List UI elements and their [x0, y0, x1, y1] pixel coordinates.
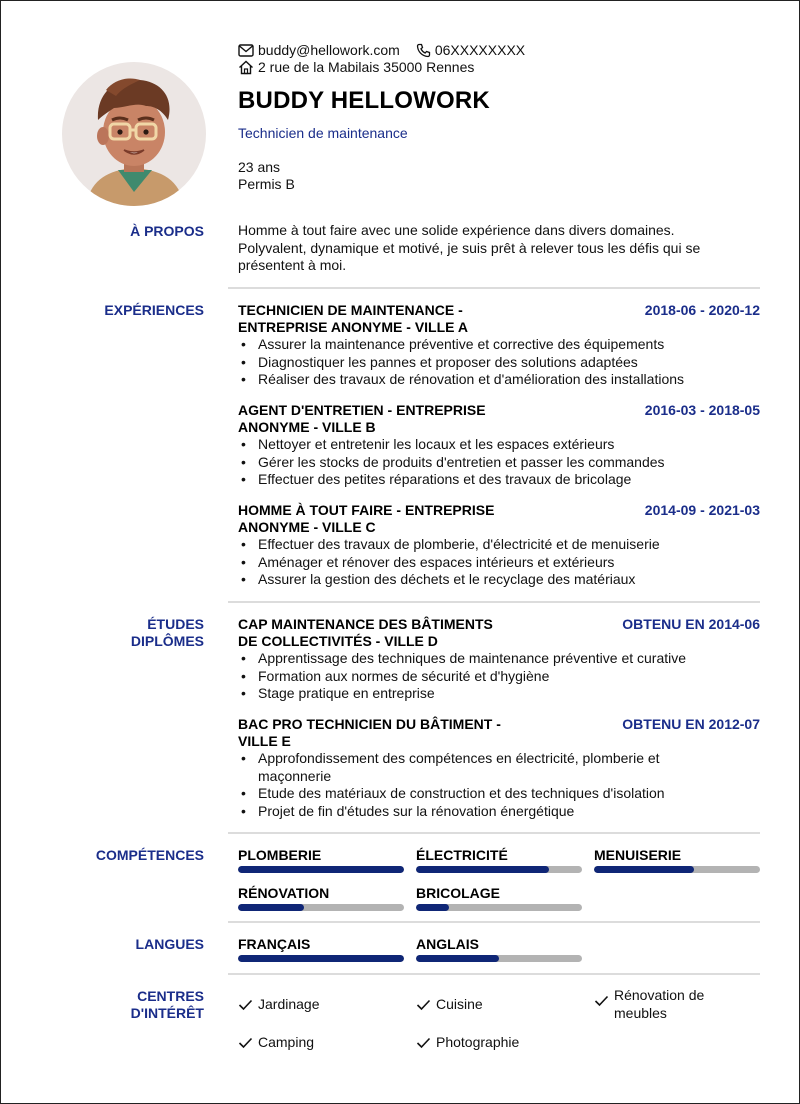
- education-details: [238, 750, 708, 820]
- skill-bar: [238, 866, 404, 873]
- email-contact[interactable]: [238, 42, 400, 59]
- task-item: • Aménager et rénover des espaces intérieurs et extérieurs: [238, 554, 708, 572]
- education-label: [131, 616, 204, 650]
- skill-bar: [416, 904, 582, 911]
- education-label-line: ÉTUDES: [147, 616, 204, 632]
- interest-label: Cuisine: [436, 996, 483, 1012]
- skill-item: [416, 847, 582, 873]
- language-bar: [416, 955, 582, 962]
- education-label-line: DIPLÔMES: [130, 633, 204, 649]
- experience-tasks: [238, 336, 708, 389]
- email-text: buddy@hellowork.com: [258, 42, 400, 58]
- skill-bar: [416, 866, 582, 873]
- home-icon: [238, 60, 254, 75]
- about-text: Homme à tout faire avec une solide expérience dans divers domaines. Polyvalent, dynamique et motivé, je suis prêt à relever tous les défis qui se présentent à moi.: [238, 222, 701, 273]
- skill-bar-fill: [416, 904, 449, 911]
- divider: [228, 287, 760, 289]
- driving-license: Permis B: [238, 176, 295, 192]
- experience-tasks: [238, 536, 708, 589]
- interest-label: Rénovation de meubles: [614, 987, 705, 1021]
- education-date: OBTENU EN 2012-07: [622, 716, 760, 732]
- skill-name: ÉLECTRICITÉ: [416, 847, 508, 863]
- check-icon: [416, 999, 431, 1011]
- task-item: • Réaliser des travaux de rénovation et d'amélioration des installations: [238, 371, 708, 389]
- check-icon: [238, 999, 253, 1011]
- interest-item: [416, 996, 576, 1014]
- experience-date: 2018-06 - 2020-12: [644, 302, 760, 318]
- interests-label-line: D'INTÉRÊT: [130, 1005, 204, 1021]
- interests-label: [131, 988, 204, 1022]
- experience-title: AGENT D'ENTRETIEN - ENTREPRISE ANONYME - VILLE B: [238, 402, 486, 435]
- education-details: [238, 650, 708, 703]
- interest-label: Camping: [258, 1034, 315, 1050]
- task-item: • Effectuer des petites réparations et des travaux de bricolage: [238, 471, 708, 489]
- task-item: • Assurer la gestion des déchets et le recyclage des matériaux: [238, 571, 708, 589]
- detail-item: • Apprentissage des techniques de maintenance préventive et curative: [238, 650, 708, 668]
- detail-item: • Projet de fin d'études sur la rénovation énergétique: [238, 803, 708, 821]
- language-bar: [238, 955, 404, 962]
- languages-label: LANGUES: [135, 936, 204, 952]
- phone-icon: [416, 43, 431, 58]
- skill-name: RÉNOVATION: [238, 885, 330, 901]
- check-icon: [594, 995, 609, 1007]
- experience-date: 2016-03 - 2018-05: [644, 402, 760, 418]
- profile-photo: [62, 62, 206, 206]
- skill-name: MENUISERIE: [594, 847, 682, 863]
- detail-item: • Approfondissement des compétences en électricité, plomberie et maçonnerie: [238, 750, 708, 785]
- divider: [228, 601, 760, 603]
- skill-bar: [594, 866, 760, 873]
- phone-contact[interactable]: [416, 42, 525, 59]
- education-date: OBTENU EN 2014-06: [622, 616, 760, 632]
- skill-name: BRICOLAGE: [416, 885, 500, 901]
- education-title: BAC PRO TECHNICIEN DU BÂTIMENT - VILLE E: [238, 716, 501, 749]
- experience-label: EXPÉRIENCES: [104, 302, 204, 318]
- age: 23 ans: [238, 159, 281, 175]
- skill-name: PLOMBERIE: [238, 847, 322, 863]
- interests-label-line: CENTRES: [137, 988, 204, 1004]
- divider: [228, 973, 760, 975]
- detail-item: • Etude des matériaux de construction et des techniques d'isolation: [238, 785, 708, 803]
- address-contact: [238, 59, 474, 76]
- skill-bar-fill: [416, 866, 549, 873]
- language-bar-fill: [238, 955, 404, 962]
- detail-item: • Stage pratique en entreprise: [238, 685, 708, 703]
- detail-item: • Formation aux normes de sécurité et d'hygiène: [238, 668, 708, 686]
- candidate-name: BUDDY HELLOWORK: [238, 87, 490, 114]
- interest-item: [594, 987, 734, 1022]
- skill-item: [238, 885, 404, 911]
- experience-date: 2014-09 - 2021-03: [644, 502, 760, 518]
- language-item: [416, 936, 582, 962]
- task-item: • Diagnostiquer les pannes et proposer des solutions adaptées: [238, 354, 708, 372]
- language-bar-fill: [416, 955, 499, 962]
- interest-label: Jardinage: [258, 996, 320, 1012]
- skill-item: [238, 847, 404, 873]
- interest-item: [238, 996, 398, 1014]
- task-item: • Effectuer des travaux de plomberie, d'électricité et de menuiserie: [238, 536, 708, 554]
- language-name: FRANÇAIS: [238, 936, 311, 952]
- skill-bar: [238, 904, 404, 911]
- experience-title: HOMME À TOUT FAIRE - ENTREPRISE ANONYME - VILLE C: [238, 502, 495, 535]
- skill-item: [416, 885, 582, 911]
- skills-label: COMPÉTENCES: [95, 847, 204, 863]
- education-title: CAP MAINTENANCE DES BÂTIMENTS DE COLLECTIVITÉS - VILLE D: [238, 616, 493, 649]
- mail-icon: [238, 44, 254, 57]
- task-item: • Assurer la maintenance préventive et corrective des équipements: [238, 336, 708, 354]
- skill-bar-fill: [594, 866, 694, 873]
- skill-bar-fill: [238, 866, 404, 873]
- task-item: • Gérer les stocks de produits d'entretien et passer les commandes: [238, 454, 708, 472]
- check-icon: [416, 1037, 431, 1049]
- address-text: 2 rue de la Mabilais 35000 Rennes: [258, 59, 475, 75]
- language-name: ANGLAIS: [416, 936, 479, 952]
- check-icon: [238, 1037, 253, 1049]
- experience-tasks: [238, 436, 708, 489]
- experience-title: TECHNICIEN DE MAINTENANCE - ENTREPRISE ANONYME - VILLE A: [238, 302, 468, 335]
- interest-item: [416, 1034, 576, 1052]
- interest-item: [238, 1034, 398, 1052]
- phone-text: 06XXXXXXXX: [434, 42, 526, 58]
- personal-info: [238, 159, 295, 193]
- language-item: [238, 936, 404, 962]
- job-title: Technicien de maintenance: [238, 125, 408, 141]
- contact-block: [238, 42, 541, 76]
- task-item: • Nettoyer et entretenir les locaux et les espaces extérieurs: [238, 436, 708, 454]
- divider: [228, 832, 760, 834]
- skill-bar-fill: [238, 904, 304, 911]
- skill-item: [594, 847, 760, 873]
- divider: [228, 921, 760, 923]
- interest-label: Photographie: [436, 1034, 520, 1050]
- about-label: À PROPOS: [130, 223, 204, 239]
